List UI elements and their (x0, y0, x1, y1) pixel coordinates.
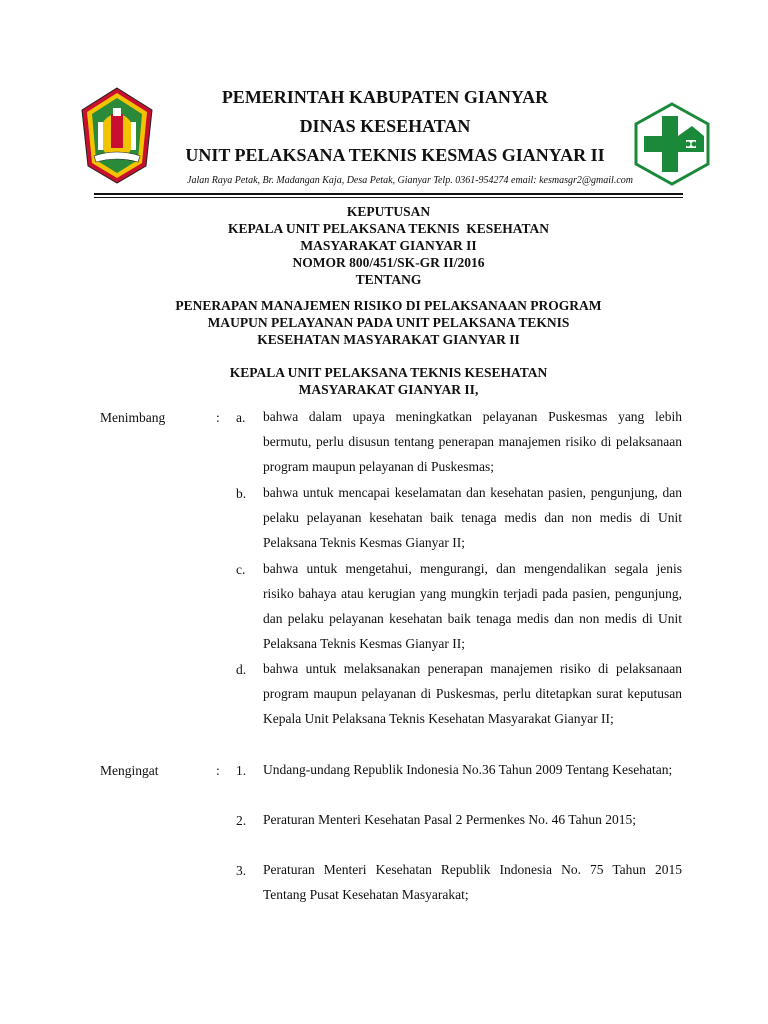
menimbang-marker: a. (236, 410, 246, 425)
menimbang-marker: b. (236, 486, 247, 501)
mengingat-label: Mengingat (100, 763, 159, 778)
mengingat-item: Peraturan Menteri Kesehatan Republik Indonesia No. 75 Tahun 2015 Tentang Pusat Kesehatan Masyarakat; (263, 862, 682, 902)
decree-subject (94, 297, 683, 348)
decree-title-line: KEPUTUSAN (346, 204, 431, 219)
menimbang-item: bahwa untuk melaksanakan penerapan manajemen risiko di pelaksanaan program maupun pelayanan di Puskesmas, perlu ditetapkan surat keputusan Kepala Unit Pelaksana Teknis Kesehatan Masyarakat Gianyar II; (263, 661, 682, 726)
issuer-heading (94, 364, 683, 398)
menimbang-marker: c. (236, 562, 246, 577)
decree-title (94, 203, 683, 288)
decree-title-line: KEPALA UNIT PELAKSANA TEKNIS KESEHATAN (228, 221, 549, 236)
header-address: Jalan Raya Petak, Br. Madangan Kaja, Desa Petak, Gianyar Telp. 0361-954274 email: kesmasgr2@gmail.com (187, 175, 633, 186)
issuer-heading-line: MASYARAKAT GIANYAR II, (298, 382, 479, 397)
menimbang-label: Menimbang (100, 410, 166, 425)
decree-title-line: TENTANG (355, 272, 422, 287)
header-government: PEMERINTAH KABUPATEN GIANYAR (221, 87, 549, 107)
header-divider-thick (94, 193, 683, 195)
menimbang-marker: d. (236, 662, 247, 677)
gianyar-regency-emblem-icon (78, 86, 156, 186)
header-divider-thin (94, 197, 683, 198)
mengingat-marker: 2. (236, 813, 247, 828)
menimbang-item: bahwa untuk mengetahui, mengurangi, dan mengendalikan segala jenis risiko bahaya atau kerugian yang mungkin terjadi pada pasien, pengunjung, dan pelaku pelayanan kesehatan baik tenaga medis dan non medis di Unit Pelaksana Teknis Kesmas Gianyar II; (263, 561, 682, 651)
header-unit: UNIT PELAKSANA TEKNIS KESMAS GIANYAR II (185, 145, 605, 165)
menimbang-colon: : (216, 410, 220, 425)
mengingat-marker: 1. (236, 763, 247, 778)
decree-subject-line: MAUPUN PELAYANAN PADA UNIT PELAKSANA TEKNIS (207, 315, 570, 330)
mengingat-colon: : (216, 763, 220, 778)
decree-subject-line: PENERAPAN MANAJEMEN RISIKO DI PELAKSANAAN PROGRAM (175, 298, 602, 313)
mengingat-marker: 3. (236, 863, 247, 878)
decree-number: NOMOR 800/451/SK-GR II/2016 (292, 255, 485, 270)
puskesmas-green-cross-icon (632, 102, 712, 186)
menimbang-item: bahwa untuk mencapai keselamatan dan kesehatan pasien, pengunjung, dan pelaku pelayanan kesehatan baik tenaga medis dan non medis di Unit Pelaksana Teknis Kesmas Gianyar II; (263, 485, 682, 550)
header-department: DINAS KESEHATAN (299, 116, 471, 136)
mengingat-item: Peraturan Menteri Kesehatan Pasal 2 Permenkes No. 46 Tahun 2015; (263, 812, 636, 827)
decree-subject-line: KESEHATAN MASYARAKAT GIANYAR II (257, 332, 520, 347)
menimbang-item: bahwa dalam upaya meningkatkan pelayanan Puskesmas yang lebih bermutu, perlu disusun tentang penerapan manajemen risiko di pelaksanaan program maupun pelayanan di Puskesmas; (263, 409, 682, 474)
mengingat-item: Undang-undang Republik Indonesia No.36 Tahun 2009 Tentang Kesehatan; (263, 762, 673, 777)
issuer-heading-line: KEPALA UNIT PELAKSANA TEKNIS KESEHATAN (229, 365, 548, 380)
decree-title-line: MASYARAKAT GIANYAR II (300, 238, 477, 253)
